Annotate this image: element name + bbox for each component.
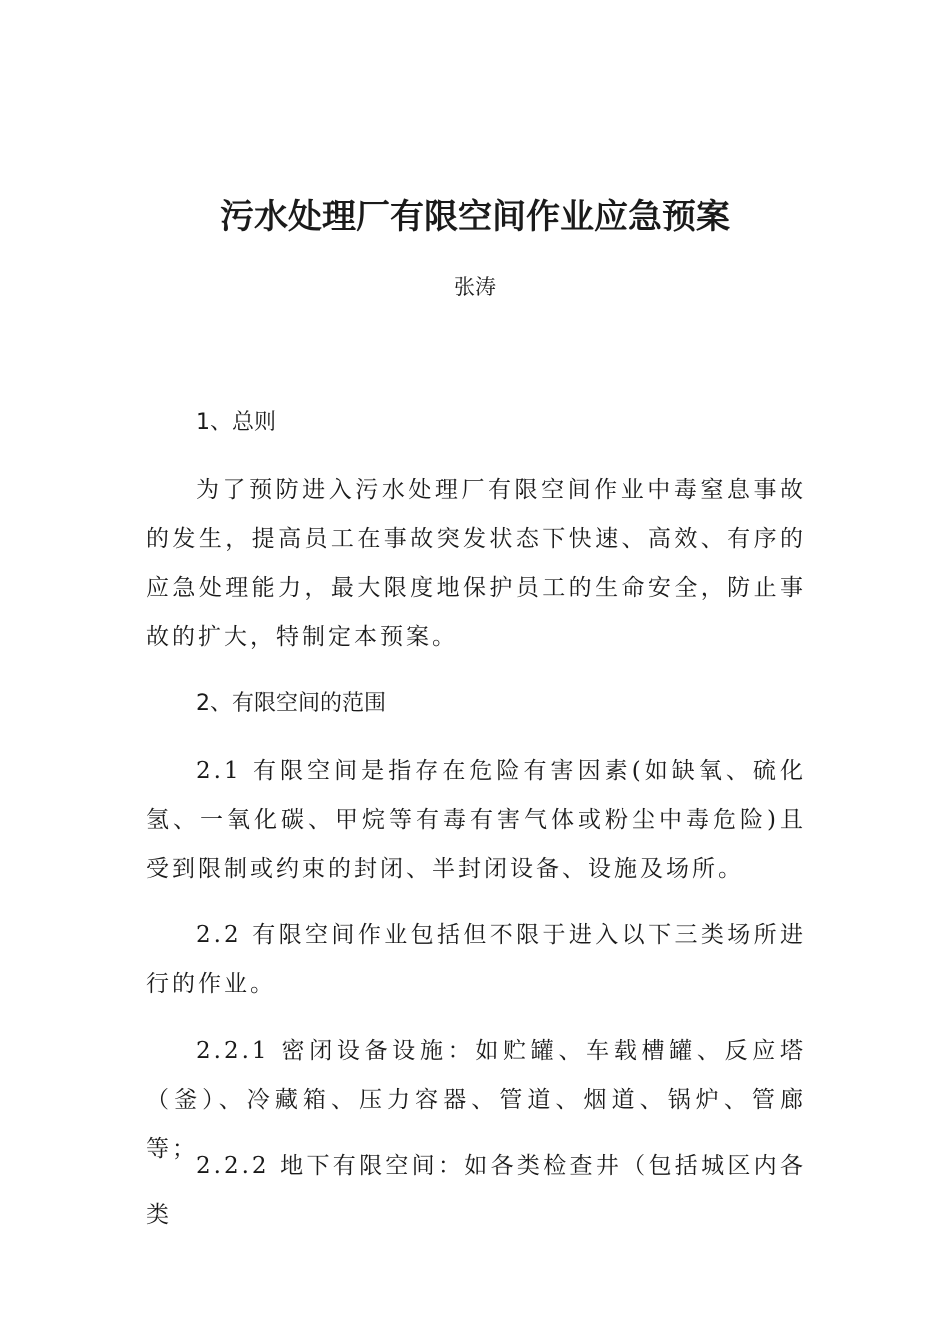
paragraph-2-2-operations: 2.2 有限空间作业包括但不限于进入以下三类场所进行的作业。 [146, 922, 806, 997]
section-heading-general: 1、总则 [196, 410, 276, 435]
paragraph-2-1-definition: 2.1 有限空间是指存在危险有害因素(如缺氧、硫化氢、一氧化碳、甲烷等有毒有害气体或粉尘中毒危险)且受到限制或约束的封闭、半封闭设备、设施及场所。 [146, 758, 806, 882]
section-heading-scope: 2、有限空间的范围 [196, 691, 386, 716]
document-author: 张涛 [454, 275, 496, 299]
paragraph-2-2-2-underground-space: 2.2.2 地下有限空间：如各类检查井（包括城区内各类 [146, 1153, 806, 1228]
paragraph-2-2-1-enclosed-equipment: 2.2.1 密闭设备设施：如贮罐、车载槽罐、反应塔（釜）、冷藏箱、压力容器、管道、烟道、锅炉、管廊等； [146, 1038, 806, 1162]
paragraph-general-purpose: 为了预防进入污水处理厂有限空间作业中毒窒息事故的发生，提高员工在事故突发状态下快速、高效、有序的应急处理能力，最大限度地保护员工的生命安全，防止事故的扩大，特制定本预案。 [146, 477, 806, 650]
document-title: 污水处理厂有限空间作业应急预案 [220, 197, 730, 237]
